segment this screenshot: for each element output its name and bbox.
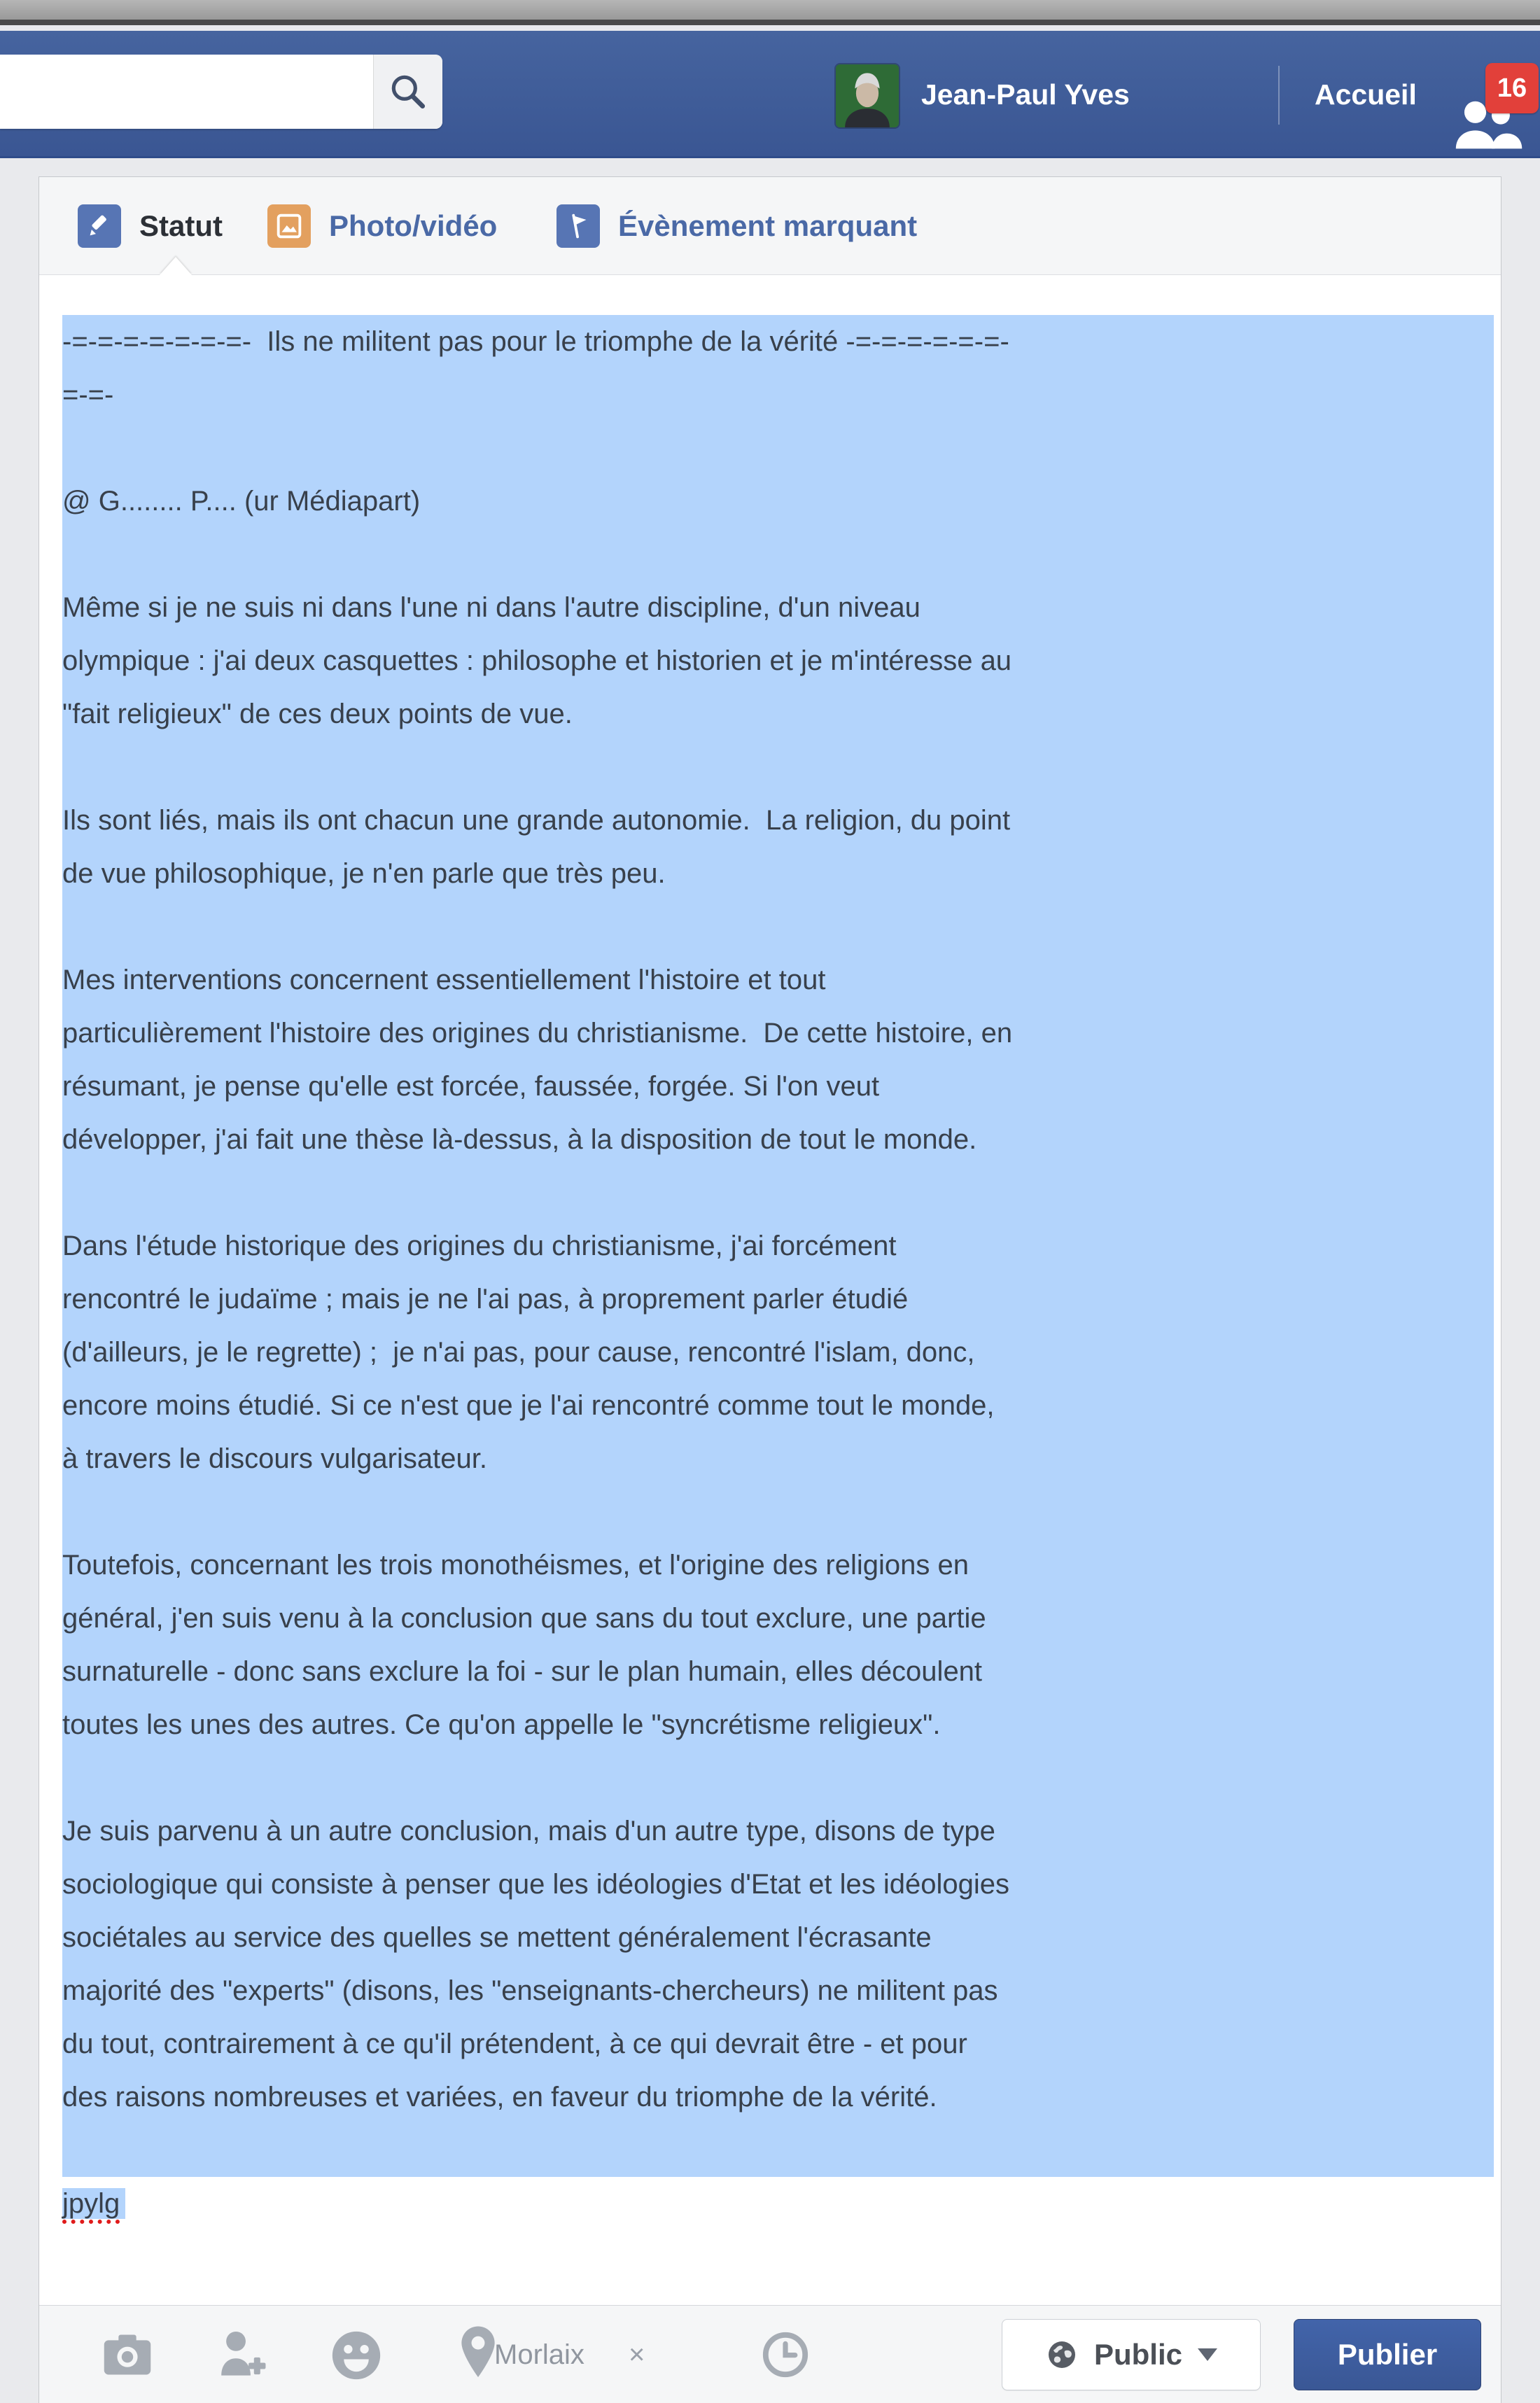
status-text-line: =-=- <box>62 379 114 410</box>
selected-text-block <box>62 315 1494 2177</box>
status-text-line: encore moins étudié. Si ce n'est que je l'ai rencontré comme tout le monde, <box>62 1390 995 1421</box>
schedule-button[interactable] <box>760 2330 811 2380</box>
nav-divider <box>1278 66 1280 125</box>
remove-location-icon[interactable]: × <box>629 2339 645 2370</box>
tab-life-event[interactable] <box>556 177 917 275</box>
feeling-activity-button[interactable] <box>328 2327 385 2384</box>
status-textarea[interactable] <box>39 276 1501 2305</box>
status-text-line: @ G........ P.... (ur Médiapart) <box>62 486 421 517</box>
status-text-line: Dans l'étude historique des origines du christianisme, j'ai forcément <box>62 1231 897 1261</box>
profile-link[interactable]: Jean-Paul Yves <box>921 78 1130 111</box>
status-text-line: particulièrement l'histoire des origines du christianisme. De cette histoire, en <box>62 1018 1013 1049</box>
location-tag[interactable]: Morlaix <box>494 2339 584 2370</box>
status-text-line: Même si je ne suis ni dans l'une ni dans l'autre discipline, d'un niveau <box>62 592 920 623</box>
tag-friends-icon <box>211 2327 270 2383</box>
search-input[interactable] <box>0 55 373 129</box>
chevron-down-icon <box>1198 2348 1217 2361</box>
photo-icon <box>267 204 311 248</box>
status-text-line <box>62 528 1494 581</box>
status-text-line <box>62 1166 1494 1219</box>
tab-life-event-label: Évènement marquant <box>618 209 918 242</box>
pencil-icon <box>78 204 121 248</box>
search-icon <box>386 70 430 113</box>
status-text-line: toutes les unes des autres. Ce qu'on appelle le "syncrétisme religieux". <box>62 1709 941 1740</box>
status-text-line <box>62 421 1494 475</box>
add-photo-button[interactable] <box>101 2332 154 2377</box>
status-text-line: sociologique qui consiste à penser que les idéologies d'Etat et les idéologies <box>62 1869 1009 1900</box>
emoji-icon <box>328 2327 385 2384</box>
clock-icon <box>760 2330 811 2380</box>
status-text-line: du tout, contrairement à ce qu'il prétendent, à ce qui devrait être - et pour <box>62 2029 967 2059</box>
tab-statut-label: Statut <box>139 209 223 242</box>
avatar[interactable] <box>836 64 899 127</box>
active-tab-notch <box>160 257 192 275</box>
status-text-line: résumant, je pense qu'elle est forcée, faussée, forgée. Si l'on veut <box>62 1071 880 1102</box>
tab-photo-video-label: Photo/vidéo <box>329 209 498 242</box>
flag-icon <box>556 204 600 248</box>
composer-tabs <box>39 177 1501 275</box>
status-text-line: surnaturelle - donc sans exclure la foi - sur le plan humain, elles découlent <box>62 1656 983 1687</box>
avatar-photo <box>836 64 899 127</box>
tab-photo-video[interactable] <box>267 177 497 275</box>
status-text-line: Mes interventions concernent essentiellement l'histoire et tout <box>62 965 826 995</box>
status-text-line: (d'ailleurs, je le regrette) ; je n'ai pas, pour cause, rencontré l'islam, donc, <box>62 1337 975 1368</box>
status-text-line <box>62 1751 1494 1805</box>
status-text-line: "fait religieux" de ces deux points de vue. <box>62 699 573 729</box>
globe-icon <box>1045 2338 1079 2372</box>
search-button[interactable] <box>373 55 442 129</box>
composer-card <box>38 176 1502 2403</box>
location-icon <box>459 2324 497 2386</box>
status-text-line <box>62 1485 1494 1539</box>
tab-statut[interactable] <box>78 177 223 275</box>
status-text-line: rencontré le judaïme ; mais je ne l'ai pas, à proprement parler étudié <box>62 1284 909 1315</box>
status-text-line: des raisons nombreuses et variées, en faveur du triomphe de la vérité. <box>62 2082 937 2113</box>
status-text-line: de vue philosophique, je n'en parle que très peu. <box>62 858 666 889</box>
privacy-selector[interactable] <box>1002 2319 1261 2390</box>
misspelled-word: jpylg <box>62 2188 125 2219</box>
facebook-navbar <box>0 31 1540 158</box>
status-text-line: majorité des "experts" (disons, les "enseignants-chercheurs) ne militent pas <box>62 1975 998 2006</box>
composer-toolbar <box>39 2305 1501 2403</box>
tag-friends-button[interactable] <box>211 2327 270 2383</box>
status-text-line <box>62 2124 1494 2177</box>
camera-icon <box>101 2332 154 2377</box>
home-link[interactable]: Accueil <box>1315 78 1417 111</box>
status-text-line <box>62 900 1494 953</box>
notification-badge: 16 <box>1485 63 1539 113</box>
status-text-line: olympique : j'ai deux casquettes : philosophe et historien et je m'intéresse au <box>62 645 1012 676</box>
status-text-line: à travers le discours vulgarisateur. <box>62 1443 487 1474</box>
status-text-line: Toutefois, concernant les trois monothéismes, et l'origine des religions en <box>62 1550 969 1581</box>
status-text-line: général, j'en suis venu à la conclusion que sans du tout exclure, une partie <box>62 1603 986 1634</box>
privacy-label: Public <box>1093 2338 1183 2371</box>
publish-button[interactable]: Publier <box>1294 2319 1481 2390</box>
status-text-line <box>62 741 1494 794</box>
status-text-line: Ils sont liés, mais ils ont chacun une grande autonomie. La religion, du point <box>62 805 1011 836</box>
status-text-line: Je suis parvenu à un autre conclusion, mais d'un autre type, disons de type <box>62 1816 995 1847</box>
location-button[interactable] <box>459 2324 497 2386</box>
status-text-last-line <box>62 2177 1494 2230</box>
status-text-line: développer, j'ai fait une thèse là-dessus, à la disposition de tout le monde. <box>62 1124 977 1155</box>
status-text-line: sociétales au service des quelles se mettent généralement l'écrasante <box>62 1922 932 1953</box>
window-titlebar <box>0 0 1540 25</box>
search-bar[interactable] <box>0 55 442 129</box>
status-text-line: -=-=-=-=-=-=-=- Ils ne militent pas pour le triomphe de la vérité -=-=-=-=-=-=- <box>62 326 1009 357</box>
